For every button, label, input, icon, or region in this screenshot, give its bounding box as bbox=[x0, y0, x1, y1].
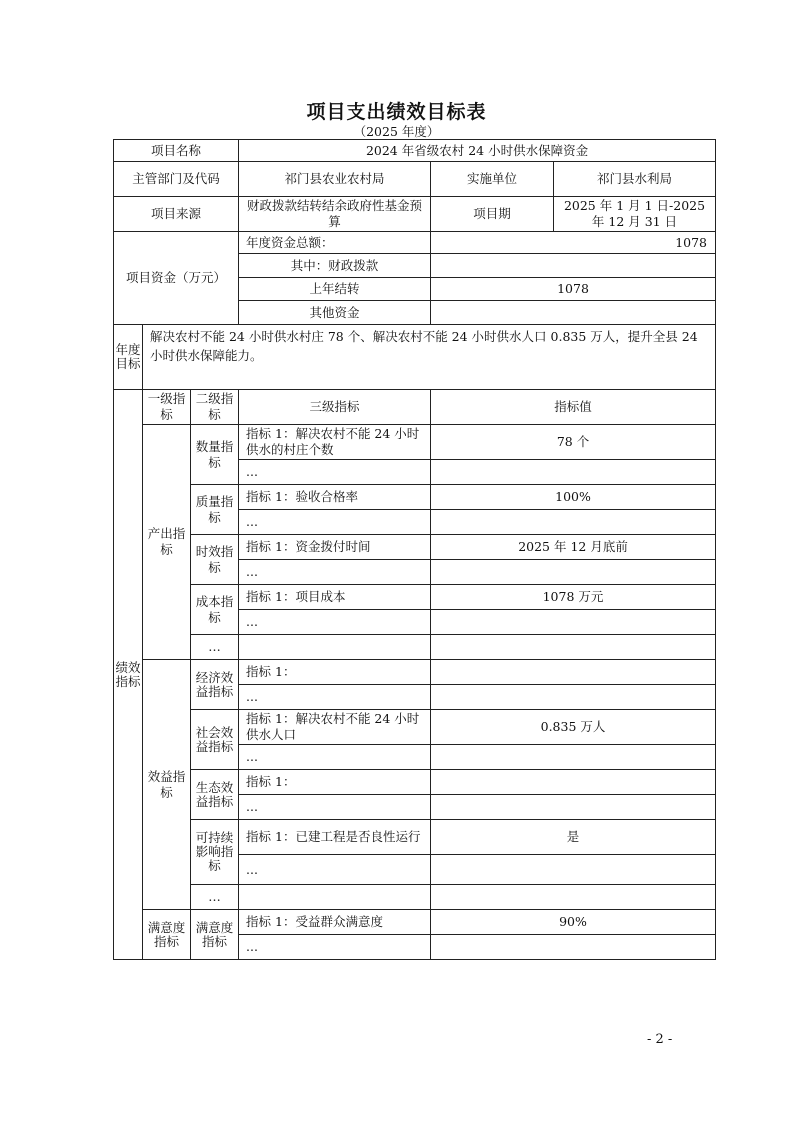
department-label: 主管部门及代码 bbox=[114, 162, 239, 197]
indicator-value bbox=[431, 935, 716, 960]
source-label: 项目来源 bbox=[114, 197, 239, 232]
indicator-name: ... bbox=[239, 795, 431, 820]
performance-target-table bbox=[113, 139, 716, 960]
indicator-value: 0.835 万人 bbox=[431, 710, 716, 745]
indicator-row bbox=[114, 535, 716, 560]
fund-other-value bbox=[431, 301, 716, 325]
page-number: - 2 - bbox=[647, 1032, 673, 1047]
indicator-value bbox=[431, 560, 716, 585]
fund-label: 项目资金（万元） bbox=[114, 232, 239, 325]
indicator-name: ... bbox=[239, 855, 431, 885]
table-title: 项目支出绩效目标表 bbox=[306, 101, 487, 123]
quality-indicator-label: 质量指标 bbox=[191, 485, 239, 535]
annual-goal-row bbox=[114, 325, 716, 390]
indicator-header-row bbox=[114, 390, 716, 425]
value-header: 指标值 bbox=[431, 390, 716, 425]
level1-header: 一级指标 bbox=[143, 390, 191, 425]
indicator-row bbox=[114, 425, 716, 460]
satisfaction-l2-label: 满意度指标 bbox=[191, 910, 239, 960]
annual-goal-label: 年度目标 bbox=[114, 325, 143, 390]
level2-header: 二级指标 bbox=[191, 390, 239, 425]
satisfaction-indicator-label: 满意度指标 bbox=[143, 910, 191, 960]
level2-more: … bbox=[191, 635, 239, 660]
indicator-row bbox=[114, 820, 716, 855]
indicator-value bbox=[431, 855, 716, 885]
indicator-row bbox=[114, 485, 716, 510]
indicator-name: 指标 1：已建工程是否良性运行 bbox=[239, 820, 431, 855]
economic-indicator-label: 经济效益指标 bbox=[191, 660, 239, 710]
social-indicator-label: 社会效益指标 bbox=[191, 710, 239, 770]
indicator-row bbox=[114, 770, 716, 795]
fund-carry-label: 上年结转 bbox=[239, 278, 431, 301]
fund-fiscal-label: 其中：财政拨款 bbox=[239, 254, 431, 278]
indicator-row bbox=[114, 660, 716, 685]
indicator-value bbox=[431, 685, 716, 710]
indicator-name: 指标 1：资金拨付时间 bbox=[239, 535, 431, 560]
indicator-name: ... bbox=[239, 460, 431, 485]
year-subtitle: （2025 年度） bbox=[353, 124, 440, 139]
indicator-value bbox=[431, 745, 716, 770]
indicator-value bbox=[431, 660, 716, 685]
indicator-name: ... bbox=[239, 560, 431, 585]
indicator-name bbox=[239, 885, 431, 910]
level2-more: … bbox=[191, 885, 239, 910]
benefit-indicator-label: 效益指标 bbox=[143, 660, 191, 910]
implementer-label: 实施单位 bbox=[431, 162, 554, 197]
indicator-row bbox=[114, 635, 716, 660]
cost-indicator-label: 成本指标 bbox=[191, 585, 239, 635]
indicator-name: ... bbox=[239, 510, 431, 535]
indicator-value: 90% bbox=[431, 910, 716, 935]
indicator-name: ... bbox=[239, 745, 431, 770]
indicator-row bbox=[114, 585, 716, 610]
indicator-value bbox=[431, 510, 716, 535]
project-name-label: 项目名称 bbox=[114, 140, 239, 162]
source-value: 财政拨款结转结余政府性基金预算 bbox=[239, 197, 431, 232]
fund-fiscal-value bbox=[431, 254, 716, 278]
fund-total-value: 1078 bbox=[431, 232, 716, 254]
performance-label: 绩效指标 bbox=[114, 390, 143, 960]
project-name-row bbox=[114, 140, 716, 162]
indicator-row bbox=[114, 885, 716, 910]
indicator-value bbox=[431, 885, 716, 910]
indicator-name: 指标 1：项目成本 bbox=[239, 585, 431, 610]
indicator-value: 78 个 bbox=[431, 425, 716, 460]
indicator-row bbox=[114, 910, 716, 935]
indicator-value: 1078 万元 bbox=[431, 585, 716, 610]
indicator-value bbox=[431, 610, 716, 635]
implementer-value: 祁门县水利局 bbox=[554, 162, 716, 197]
output-indicator-label: 产出指标 bbox=[143, 425, 191, 660]
fund-total-label: 年度资金总额： bbox=[239, 232, 431, 254]
indicator-name bbox=[239, 635, 431, 660]
indicator-name: 指标 1：解决农村不能 24 小时供水的村庄个数 bbox=[239, 425, 431, 460]
department-value: 祁门县农业农村局 bbox=[239, 162, 431, 197]
sustainability-indicator-label: 可持续影响指标 bbox=[191, 820, 239, 885]
indicator-name: ... bbox=[239, 610, 431, 635]
department-row bbox=[114, 162, 716, 197]
indicator-value bbox=[431, 460, 716, 485]
fund-total-row bbox=[114, 232, 716, 254]
indicator-name: 指标 1： bbox=[239, 660, 431, 685]
indicator-name: 指标 1：验收合格率 bbox=[239, 485, 431, 510]
indicator-name: 指标 1：解决农村不能 24 小时供水人口 bbox=[239, 710, 431, 745]
ecological-indicator-label: 生态效益指标 bbox=[191, 770, 239, 820]
level3-header: 三级指标 bbox=[239, 390, 431, 425]
timeliness-indicator-label: 时效指标 bbox=[191, 535, 239, 585]
indicator-row bbox=[114, 710, 716, 745]
fund-other-label: 其他资金 bbox=[239, 301, 431, 325]
indicator-name: 指标 1：受益群众满意度 bbox=[239, 910, 431, 935]
indicator-name: ... bbox=[239, 935, 431, 960]
quantity-indicator-label: 数量指标 bbox=[191, 425, 239, 485]
indicator-name: ... bbox=[239, 685, 431, 710]
source-row bbox=[114, 197, 716, 232]
indicator-value bbox=[431, 635, 716, 660]
period-value: 2025 年 1 月 1 日-2025 年 12 月 31 日 bbox=[554, 197, 716, 232]
indicator-name: 指标 1： bbox=[239, 770, 431, 795]
indicator-value: 2025 年 12 月底前 bbox=[431, 535, 716, 560]
indicator-value: 100% bbox=[431, 485, 716, 510]
project-name-value: 2024 年省级农村 24 小时供水保障资金 bbox=[239, 140, 716, 162]
indicator-value bbox=[431, 770, 716, 795]
period-label: 项目期 bbox=[431, 197, 554, 232]
annual-goal-text: 解决农村不能 24 小时供水村庄 78 个、解决农村不能 24 小时供水人口 0.835 万人，提升全县 24 小时供水保障能力。 bbox=[143, 325, 716, 390]
indicator-value: 是 bbox=[431, 820, 716, 855]
indicator-value bbox=[431, 795, 716, 820]
fund-carry-value: 1078 bbox=[431, 278, 716, 301]
